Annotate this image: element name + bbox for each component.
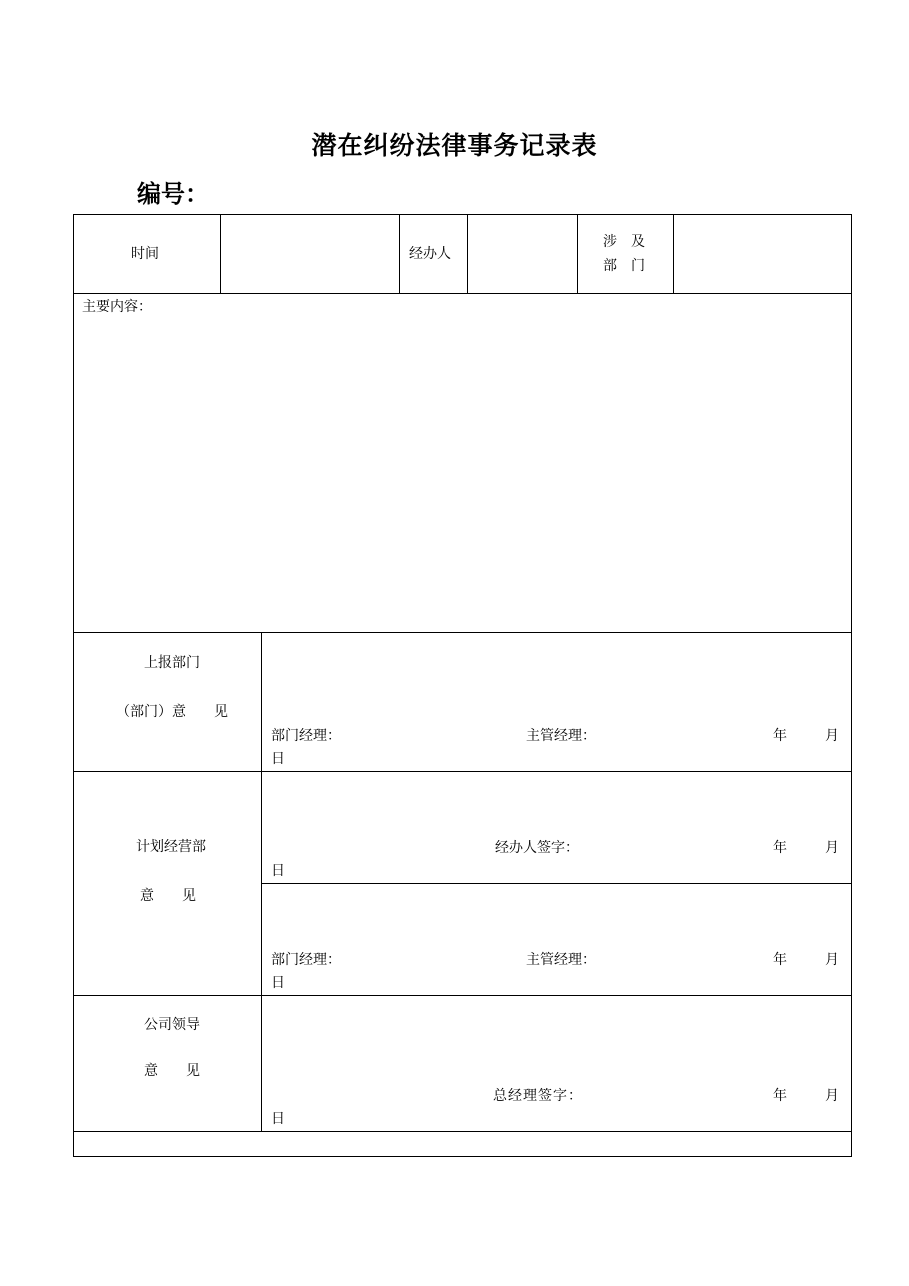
leadership-label-line2: 意 见 [144,1063,200,1079]
table-divider [577,214,578,294]
month-label: 月 [825,952,839,968]
day-label: 日 [271,1111,285,1127]
main-content-label: 主要内容： [82,299,152,315]
time-label: 时间 [131,246,159,262]
leadership-opinion-field[interactable] [262,996,851,1078]
supervisor-label: 主管经理： [526,728,596,744]
planning-dept-label-line1: 计划经营部 [136,839,206,855]
planning-handler-opinion-field[interactable] [262,772,851,834]
planning-dept-label-line2: 意 见 [140,888,196,904]
leadership-label-line1: 公司领导 [144,1017,200,1033]
notes-field[interactable] [74,1132,851,1156]
day-label: 日 [271,751,285,767]
involved-dept-field[interactable] [674,215,851,293]
day-label: 日 [271,863,285,879]
gm-sign-label: 总经理签字： [493,1088,583,1104]
month-label: 月 [825,1088,839,1104]
report-dept-label-line2: （部门）意 见 [116,704,228,720]
table-divider [73,293,852,294]
time-field[interactable] [221,215,399,293]
dept-manager-label: 部门经理： [271,952,341,968]
dept-manager-label: 部门经理： [271,728,341,744]
month-label: 月 [825,840,839,856]
involved-dept-label-line1: 涉 及 [603,234,645,250]
planning-manager-opinion-field[interactable] [262,884,851,946]
handler-field[interactable] [468,215,577,293]
report-opinion-field[interactable] [262,633,851,723]
handler-label: 经办人 [409,246,451,262]
year-label: 年 [773,952,787,968]
table-divider [399,214,400,294]
main-content-field[interactable] [74,318,851,631]
year-label: 年 [773,1088,787,1104]
handler-sign-label: 经办人签字： [495,840,579,856]
table-border-bottom [73,1156,852,1157]
report-dept-label-line1: 上报部门 [144,655,200,671]
table-border-right [851,214,852,1157]
year-label: 年 [773,840,787,856]
serial-number-label: 编号： [137,179,209,208]
form-title: 潜在纠纷法律事务记录表 [311,131,598,160]
involved-dept-label-line2: 部 门 [603,258,645,274]
day-label: 日 [271,975,285,991]
supervisor-label: 主管经理： [526,952,596,968]
year-label: 年 [773,728,787,744]
month-label: 月 [825,728,839,744]
